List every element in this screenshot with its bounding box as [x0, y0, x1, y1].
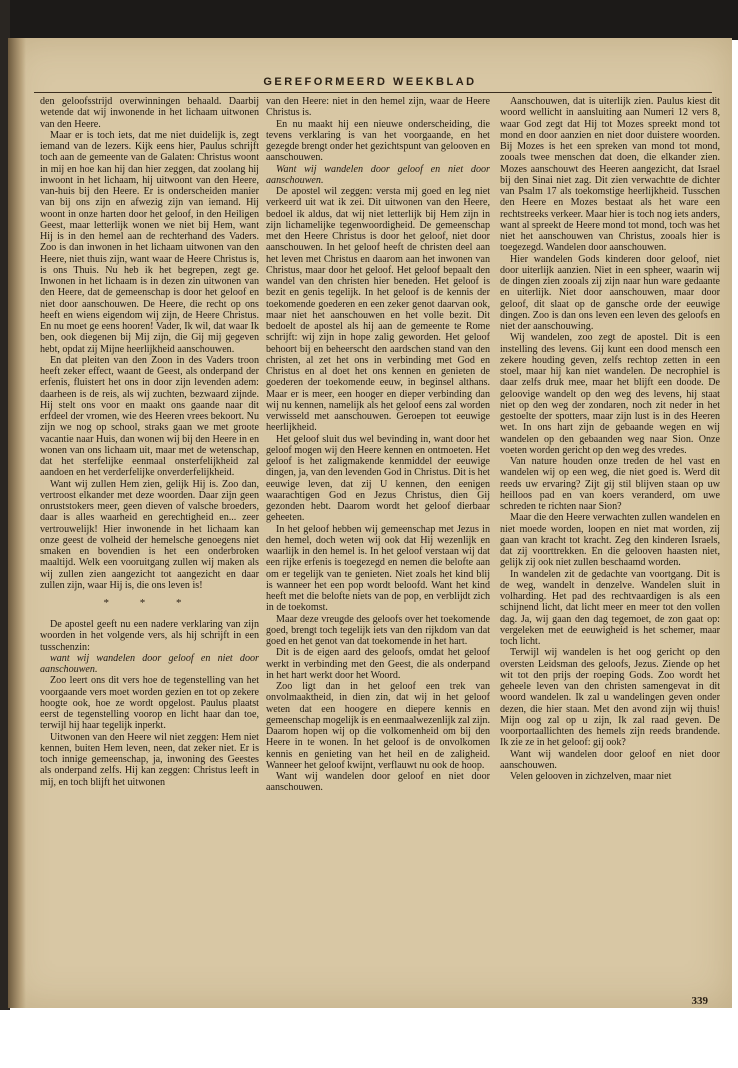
paragraph: Maar er is toch iets, dat me niet duidelijk is, zegt iemand van de lezers. Kijk eens hier, Paulus schrijft toch aan de gemeente van de Galaten: Christus woont in mij en hoe kan hij dan hier zeggen, dat zoolang hij inwoont in het lichaam, hij uitwoont van den Heere, van-huis bij den Heere. Er is onderscheiden manier van bij ons zijn en afwezig zijn van iemand. Hij woont in onze harten door het geloof, in den Heiligen Geest, maar letterlijk wonen we niet bij Hem, want Hij is in den hemel aan de rechterhand des Vaders. Zoo is dan inwonen in het lichaam uitwonen van den Heere, niet thuis zijn, want waar de Heere Christus is, is ons Thuis. Nu heb ik het begrepen, zegt ge. Inwonen in het lichaam is in dezen zin uitwonen van den Heere, dat de gemeenschap is door het geloof en niet door aanschouwen. De Heere, die recht op ons heeft en wiens eigendom wij zijn, de Heere Christus. En nu moet ge eens hooren! Vader, Ik wil, dat waar Ik ben, ook diegenen bij Mij zijn, die Gij mij gegeven hebt, opdat zij Mijne heerlijkheid aanschouwen.: [40, 129, 259, 355]
paragraph: want wij wandelen door geloof en niet door aanschouwen.: [40, 652, 259, 675]
running-head: GEREFORMEERD WEEKBLAD: [263, 76, 477, 88]
paragraph: Van nature houden onze treden de hel vast en wandelen wij op een weg, die niet goed is. Werd dit reeds uw ervaring? Zijt gij stil blijven staan op uw heilloos pad en van koers veranderd, om uwe schreden te richten naar Sion?: [500, 456, 720, 512]
scan-background-bottom: [0, 1010, 738, 1068]
paragraph: Want wij wandelen door geloof en niet door aanschouwen.: [500, 748, 720, 771]
text-column-3: [500, 96, 720, 976]
paragraph: van den Heere: niet in den hemel zijn, waar de Heere Christus is.: [266, 96, 490, 119]
paragraph: Terwijl wij wandelen is het oog gericht op den oversten Leidsman des geloofs, Jezus. Ziende op het wit tot den prijs der roeping Gods. Zoo wordt het geheele leven van den christen samengevat in dit woord wandelen. Ik zal u wandelingen geven onder dezen, die hier staan. Met den avond zijn wij thuis! Mijn oog zal op u zijn, Ik zal raad geven. De voorportaallichten des hemels zijn reeds brandende. Ik zie ze in het geloof: gij ook?: [500, 647, 720, 749]
paragraph: Wij wandelen, zoo zegt de apostel. Dit is een instelling des levens. Gij kunt een dood mensch een zekere houding geven, zelfs rechtop zetten in een stoel, maar hij kan niet wandelen. De necrophiel is daar zelfs druk mee, maar het blijft een doode. De geloovige wandelt op den weg des levens, hij staat niet op den weg der zondaren, noch zit neder in het gestoelte der spotters, maar zijn lust is in des Heeren wet. In ons hart zijn de gebaande wegen en wij wandelen op den gebaanden weg naar Sion. Onze voeten worden gericht op den weg des vredes.: [500, 332, 720, 456]
paragraph: Want wij wandelen door geloof en niet door aanschouwen.: [266, 771, 490, 794]
paragraph: Het geloof sluit dus wel bevinding in, want door het geloof mogen wij den Heere kennen en ontmoeten. Het geloof is het zaligmakende kenmiddel der eeuwige dingen, ja, van den levenden God in Christus. Dit is het eeuwige leven, dat zij U kennen, den eenigen waarachtigen God en Jezus Christus, dien Gij gezonden hebt. Daarom wordt het geloof dierbaar geheeten.: [266, 433, 490, 524]
paragraph: En nu maakt hij een nieuwe onderscheiding, die tevens verklaring is van het voorgaande, en het gezegde brengt onder het gezichtspunt van gelooven en aanschouwen.: [266, 118, 490, 164]
paragraph: De apostel wil zeggen: versta mij goed en leg niet verkeerd uit wat ik zei. Dit uitwonen van den Heere, bedoel ik aldus, dat wij niet letterlijk bij Hem zijn in zijn lichamelijke tegenwoordigheid. De gemeenschap met den Heere Christus is door het geloof, niet door aanschouwen. In het geloof heeft de christen deel aan het leven met Christus en daarom aan het inwonen van Christus, maar door het geloof. Het geloof bepaalt den wandel van den christen hier beneden. Het geloof is bezit en genis tegelijk. In het geloof is de kennis der toekomende goederen en een zeker genot daarvan ook, maar niet het aanschouwen en het volle bezit. Dit bedoelt de apostel als hij aan de gemeente te Rome schrijft: wij zijn in hope zalig geworden. Het geloof behoort bij en beheerscht den aardschen stand van den christen, al zet het ons in verbinding met God en Christus en al doet het ons kennen en genieten de goederen der toekomende eeuw, in beginsel althans. Maar er is meer, een hooger en dieper verbinding dan wij nu kennen, namelijk als het geloof eens zal worden verwisseld met aanschouwen. Geroepen tot eeuwige heerlijkheid.: [266, 186, 490, 434]
paragraph: Zoo leert ons dit vers hoe de tegenstelling van het voorgaande vers moet worden gezien en tot op zekere hoogte ook, hoe ze wordt opgelost. Paulus plaatst eerst de tegenstelling voorop en licht haar dan toe, terwijl hij haar tegelijk inperkt.: [40, 675, 259, 732]
magazine-page: [8, 38, 732, 1008]
paragraph: In het geloof hebben wij gemeenschap met Jezus in den hemel, doch weten wij ook dat Hij wezenlijk en waarlijk in den hemel is. In het geloof verstaan wij dat een rijke erfenis is toegezegd en nemen die belofte aan om er tegelijk van te genieten. Niet zoals het kind blij is wanneer het een pop wordt beloofd. Want het kind heeft met die belofte niets van de pop, en verblijdt zich in de toekomst.: [266, 523, 490, 614]
paragraph: Maar deze vreugde des geloofs over het toekomende goed, brengt toch tegelijk iets van den rijkdom van dat goed en het genot van dat toekomende in het hart.: [266, 613, 490, 647]
scan-background-top: [0, 0, 738, 40]
section-ornament: * * *: [103, 597, 196, 609]
paragraph: Want wij zullen Hem zien, gelijk Hij is. Zoo dan, vertroost elkander met deze woorden. Daar zijn geen onruststokers meer, geen dieven of valsche broeders, daar is alles waarheid en gerechtigheid en... zeer vertrouwelijk! Hier inwonende in het lichaam kan onze geest de volheid der hemelsche genoegens niet smaken en bovendien is het een onderbroken maaltijd. Welk een vooruitgang zullen wij maken als wij zullen zien aangezicht tot aangezicht en daar zullen zijn, waar Hij is, die ons leven is!: [40, 478, 259, 591]
text-column-2: [266, 96, 490, 976]
paragraph: Maar die den Heere verwachten zullen wandelen en niet moede worden, loopen en niet mat worden, zij gaan van kracht tot kracht. Zeg den kinderen Israels, dat zij voorttrekken. En die gelooven haasten niet, gelijk zij ook niet zullen beschaamd worden.: [500, 512, 720, 569]
paragraph: De apostel geeft nu een nadere verklaring van zijn woorden in het volgende vers, als hij schrijft in een tusschenzin:: [40, 619, 259, 653]
page-spine-shadow: [8, 38, 26, 1008]
page-number: 339: [691, 995, 708, 1007]
header-rule: [34, 92, 712, 93]
paragraph: Zoo ligt dan in het geloof een trek van onvolmaaktheid, in dien zin, dat wij in het geloof weten dat een hoogere en diepere kennis en gemeenschap mogelijk is en eenmaalwezenlijk zal zijn. Daarom hopen wij op die volkomenheid om bij den Heere in te wonen. In het geloof is de onvolkomen kennis en genieting van het heil en de zaligheid. Wanneer het geloof kwijnt, verflauwt nu ook de hoop.: [266, 681, 490, 771]
paragraph: Hier wandelen Gods kinderen door geloof, niet door uiterlijk aanzien. Niet in een spheer, waarin wij de dingen zien zooals zij zijn naar hun ware gedaante en uiterlijk. Niet door aanschouwen, maar door geloof, dit slaat op de gansche orde der eeuwige dingen. Zoo is dan ons leven een leven des geloofs en niet der aanschouwing.: [500, 253, 720, 332]
paragraph: Velen gelooven in zichzelven, maar niet: [510, 771, 672, 782]
paragraph: den geloofsstrijd overwinningen behaald. Daarbij wetende dat wij inwonende in het lichaam uitwonen van den Heere.: [40, 96, 259, 130]
paragraph: In wandelen zit de gedachte van voortgang. Dit is de weg, wandelt in denzelve. Wandelen sluit in volharding. Het pad des rechtvaardigen is als een schijnend licht, dat licht meer en meer tot den vollen dag. Ja, wij gaan den dag tegemoet, de zon gaat op: vergeleken met de eeuwigheid is het schemer, maar toch licht.: [500, 568, 720, 647]
paragraph: Uitwonen van den Heere wil niet zeggen: Hem niet kennen, buiten Hem leven, neen, dat zeker niet. Er is toch innige gemeenschap, ja, inwoning des Geestes als onderpand zelfs. Hij kan zeggen: Christus leeft in mij, en toch blijft het uitwonen: [40, 731, 259, 788]
paragraph: En dat pleiten van den Zoon in des Vaders troon heeft zeker effect, waant de Geest, als onderpand der erfenis, fluistert het ons in door zijn levenden adem: daarheen is de reis, als wij zuchten, bezwaard zijnde. Hij stelt ons voor en maakt ons gaande naar dit erfdeel der vromen, wie des Heeren vrees bekoort. Nu zijn we nog op school, straks gaan we met groote vacantie naar Huis, dan wonen wij bij den Heere in en wonen van ons lichaam uit, maar met de wetenschap, dat het sterfelijke eenmaal onsterfelijkheid zal aandoen en het verderfelijke onverderfelijkheid.: [40, 354, 259, 479]
text-column-1: [40, 96, 259, 976]
paragraph: Dit is de eigen aard des geloofs, omdat het geloof werkt in verbinding met den Geest, die als onderpand in het hart werkt door het Woord.: [266, 647, 490, 681]
paragraph: Want wij wandelen door geloof en niet door aanschouwen.: [266, 163, 490, 186]
paragraph: Aanschouwen, dat is uiterlijk zien. Paulus kiest dit woord wellicht in aansluiting aan Numeri 12 vers 8, waar God zegt dat Hij tot Mozes spreekt mond tot mond en door aanzien en niet door duistere woorden. Bij Mozes is het een spreken van mond tot mond, zooals twee menschen dat doen, die elkander zien. Mozes aanschouwt des Heeren aangezicht, dat Israel bij den Sinai niet zag. Dit zien verwachtte de dichter van Psalm 17 als toekomstige heerlijkheid. Tusschen den Heere en Mozes bestaat als het ware een rechtstreeks verkeer. Maar hier is toch nog iets anders, want al spreekt de Heere mond tot mond, toch was het niet het aanschouwen van Christus, zooals hier is toegezegd. Wandelen door aanschouwen.: [500, 96, 720, 254]
